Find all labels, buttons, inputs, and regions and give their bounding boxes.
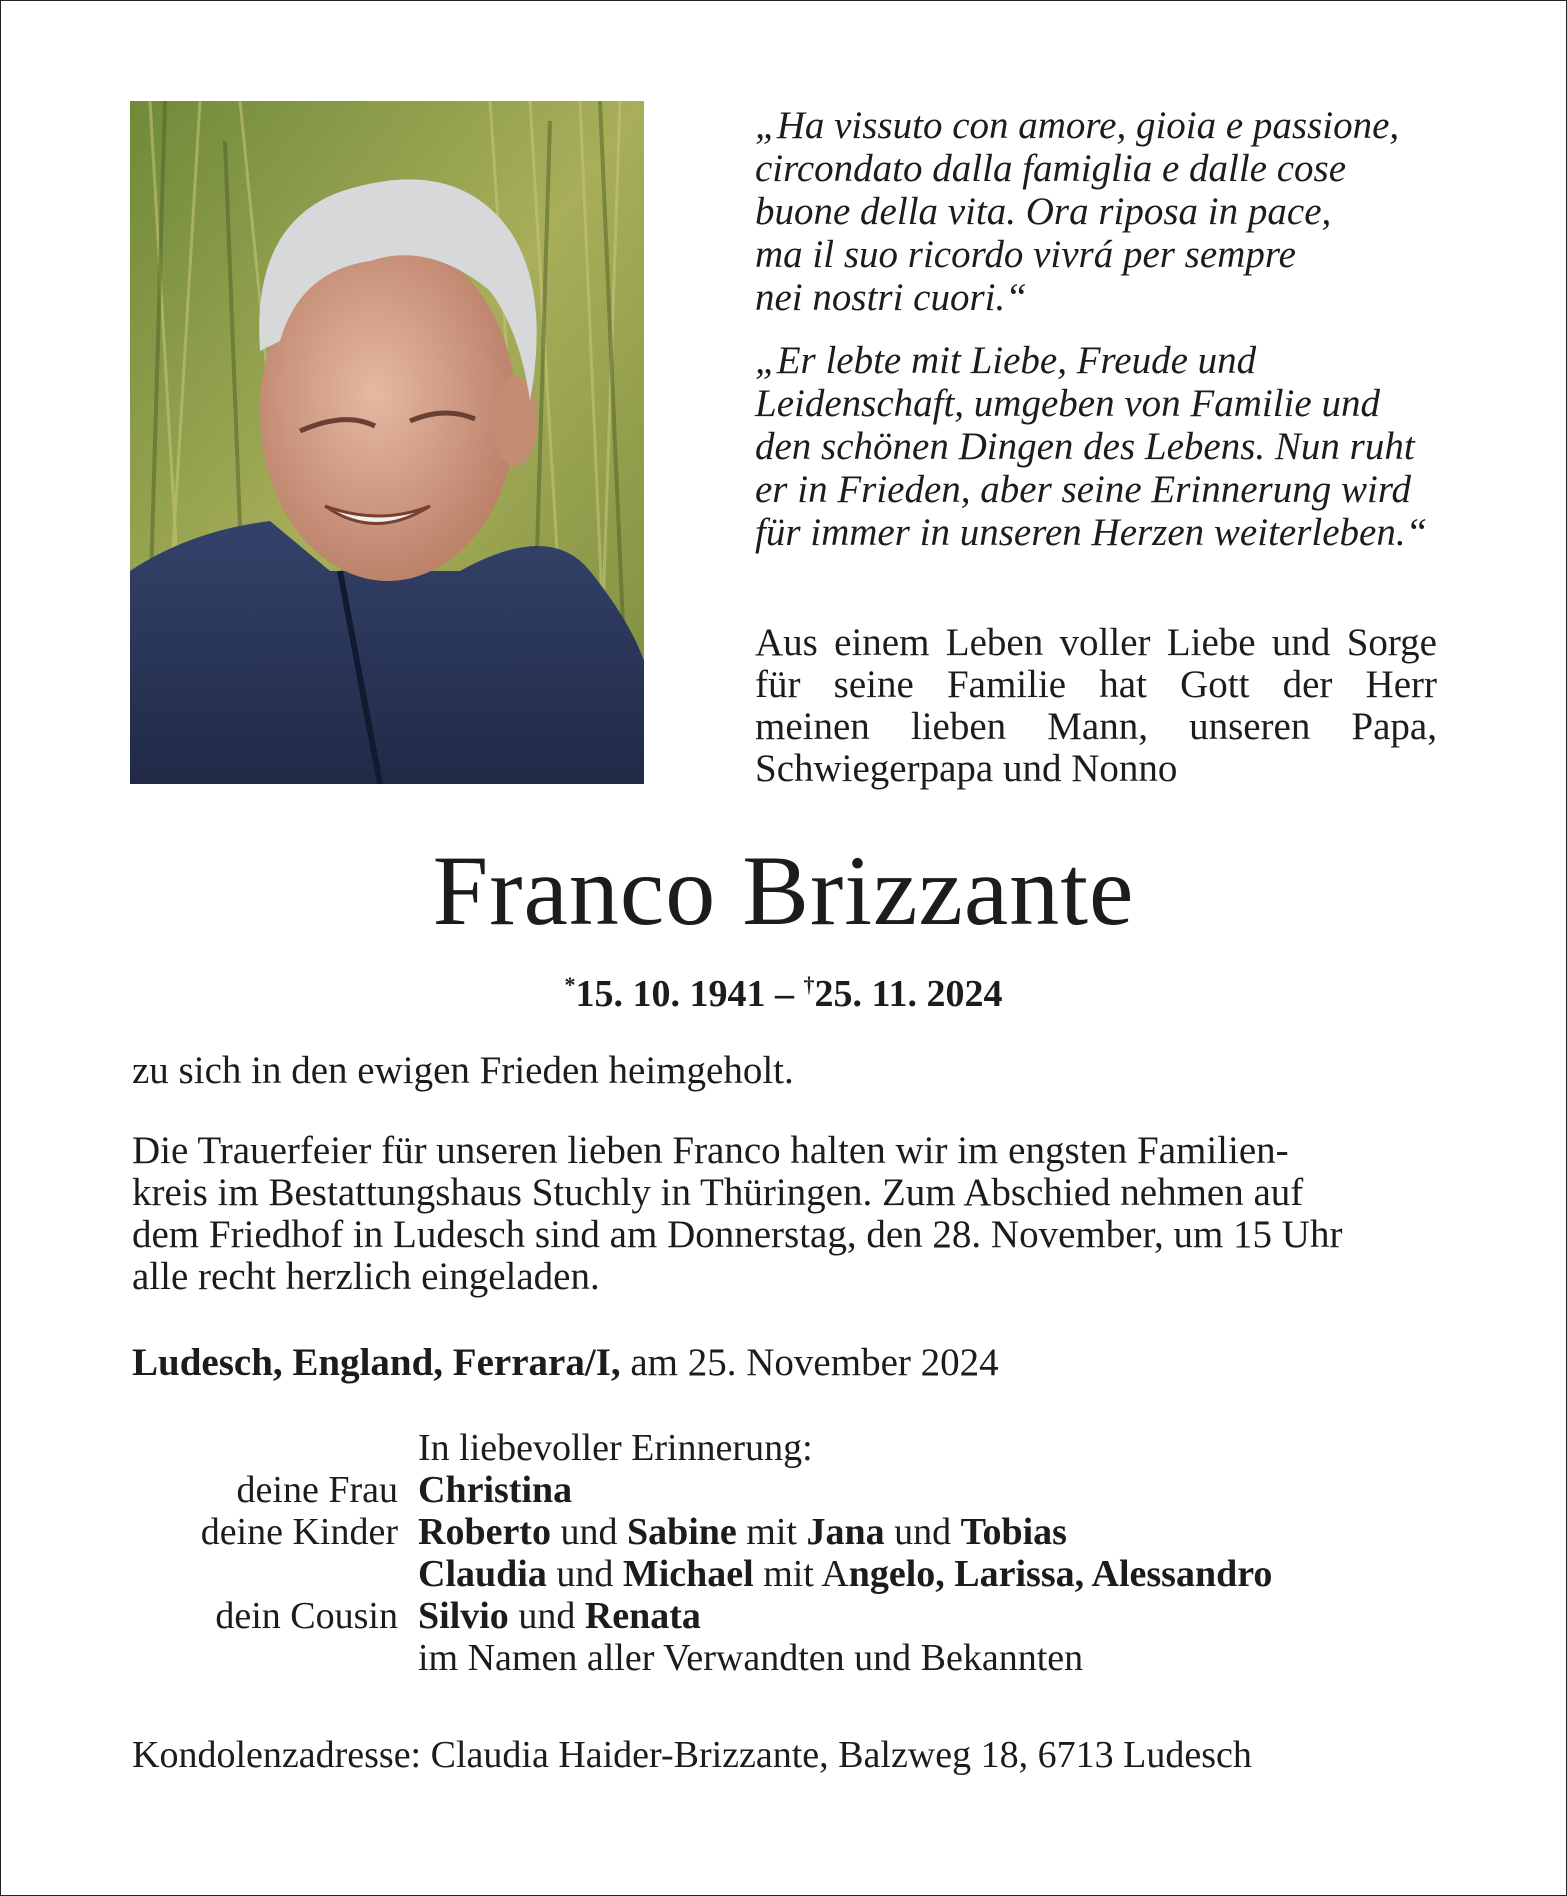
quote-line: circondato dalla famiglia e dalle cose (755, 147, 1347, 190)
family-row-children-1: deine Kinder Roberto und Sabine mit Jana und Tobias (132, 1511, 1462, 1553)
paragraph-line: dem Friedhof in Ludesch sind am Donnerstag, den 28. November, um 15 Uhr (132, 1213, 1343, 1256)
family-heading: In liebevoller Erinnerung: (418, 1427, 813, 1469)
cousin-partner-name: Renata (584, 1595, 701, 1637)
quote-line: den schönen Dingen des Lebens. Nun ruht (755, 425, 1415, 468)
death-symbol: † (803, 972, 815, 997)
quote-line: ma il suo ricordo vivrá per sempre (755, 233, 1296, 276)
partner-name: Michael (622, 1553, 754, 1595)
role-label: dein Cousin (215, 1595, 398, 1637)
partner-name: Sabine (626, 1511, 737, 1553)
deceased-name: Franco Brizzante (432, 835, 1135, 946)
paragraph-line: Die Trauerfeier für unseren lieben Franco halten wir im engsten Familien- (132, 1129, 1289, 1172)
place-date (132, 1342, 1442, 1384)
date-separator: – (765, 973, 804, 1015)
funeral-paragraph (132, 1130, 1442, 1298)
intro-line: Schwiegerpapa und Nonno (755, 747, 1178, 790)
grandchild-name: Jana (806, 1511, 885, 1553)
role-label: deine Frau (236, 1469, 398, 1511)
body-line: zu sich in den ewigen Frieden heimgeholt. (132, 1049, 794, 1092)
death-date: 25. 11. 2024 (814, 973, 1003, 1015)
child-name: Claudia (418, 1553, 547, 1595)
grandchild-initial: A (821, 1553, 849, 1595)
portrait-photo (130, 101, 644, 784)
family-row-cousin: dein Cousin Silvio und Renata (132, 1595, 1462, 1637)
quote-line: Leidenschaft, umgeben von Familie und (755, 382, 1380, 425)
grandchildren-names: ngelo, Larissa, Alessandro (848, 1553, 1273, 1595)
child-name: Roberto (418, 1511, 551, 1553)
intro-line: meinen lieben Mann, unseren Papa, (755, 705, 1437, 748)
quote-line: buone della vita. Ora riposa in pace, (755, 190, 1332, 233)
birth-symbol: * (564, 972, 576, 997)
body-line-homecoming (132, 1050, 1442, 1092)
portrait-image (130, 101, 644, 784)
paragraph-line: alle recht herzlich eingeladen. (132, 1255, 600, 1298)
birth-date: 15. 10. 1941 (575, 973, 766, 1015)
quote-line: er in Frieden, aber seine Erinnerung wird (755, 468, 1412, 511)
quote-line: „Ha vissuto con amore, gioia e passione, (755, 104, 1400, 147)
intro-line: Aus einem Leben voller Liebe und Sorge (755, 621, 1437, 664)
quote-line: nei nostri cuori.“ (755, 276, 1027, 319)
paragraph-line: kreis im Bestattungshaus Stuchly in Thüringen. Zum Abschied nehmen auf (132, 1171, 1304, 1214)
family-row-closing (132, 1637, 1462, 1679)
places: Ludesch, England, Ferrara/I, (132, 1341, 621, 1384)
grandchild-name: Tobias (960, 1511, 1067, 1553)
quote-italian (755, 104, 1455, 319)
quote-line: „Er lebte mit Liebe, Freude und (755, 339, 1257, 382)
family-row-children-2: Claudia und Michael mit Angelo, Larissa, Alessandro (418, 1553, 1273, 1595)
condolence-address: Kondolenzadresse: Claudia Haider-Brizzante, Balzweg 18, 6713 Ludesch (132, 1734, 1252, 1776)
cousin-name: Silvio (418, 1595, 509, 1637)
quote-german (755, 339, 1455, 554)
wife-name: Christina (418, 1469, 573, 1511)
announcement-date: am 25. November 2024 (620, 1341, 999, 1384)
family-list (132, 1427, 1462, 1679)
closing-line: im Namen aller Verwandten und Bekannten (418, 1637, 1084, 1679)
intro-line: für seine Familie hat Gott der Herr (755, 663, 1437, 706)
family-row-wife (132, 1469, 1462, 1511)
life-dates (1, 963, 1566, 1016)
intro-text (755, 622, 1437, 790)
quote-line: für immer in unseren Herzen weiterleben.“ (755, 511, 1428, 554)
role-label: deine Kinder (200, 1511, 398, 1553)
